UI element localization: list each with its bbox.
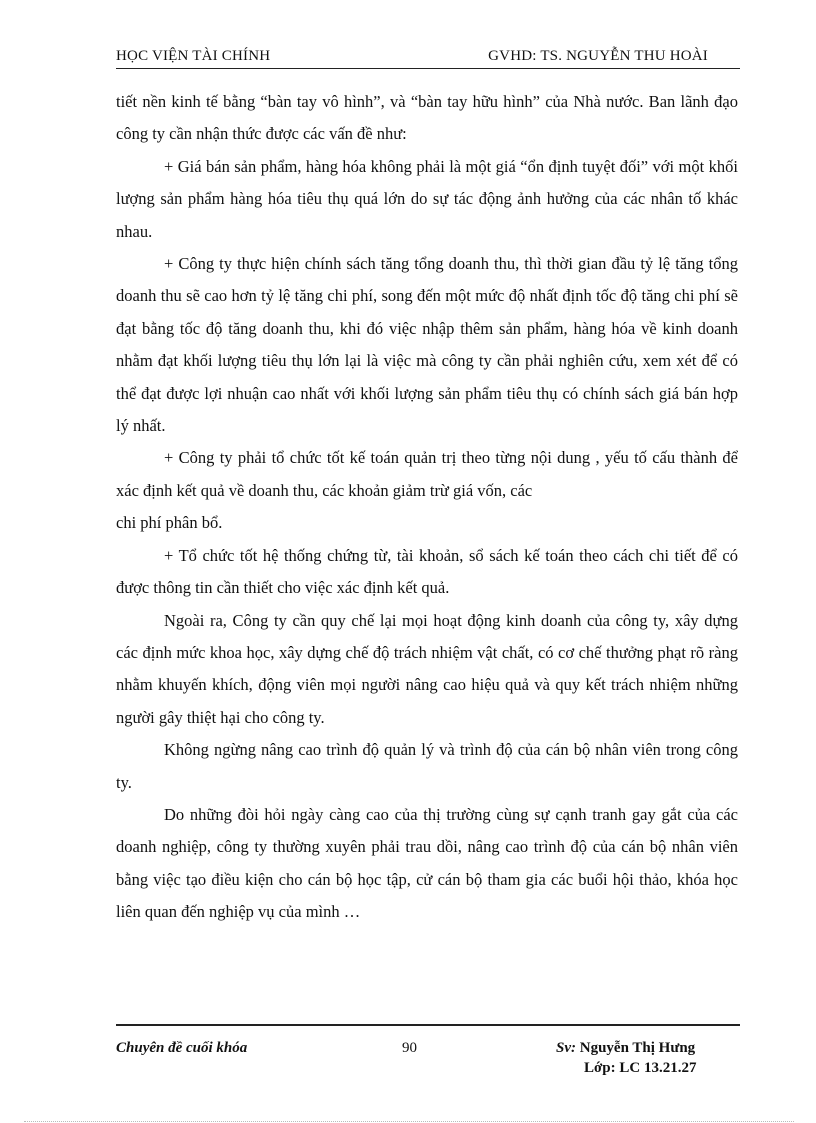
header-divider (116, 68, 740, 69)
footer-class (584, 1060, 697, 1077)
student-name: Nguyễn Thị Hưng (579, 1040, 696, 1056)
paragraph: + Công ty thực hiện chính sách tăng tổng doanh thu, thì thời gian đầu tỷ lệ tăng tổng doanh thu sẽ cao hơn tỷ lệ tăng chi phí, song đến một mức độ nhất định tốc độ tăng chi phí sẽ đạt bằng tốc độ tăng doanh thu, khi đó việc nhập thêm sản phẩm, hàng hóa về kinh doanh nhằm đạt khối lượng tiêu thụ lớn lại là việc mà công ty cần phải nghiên cứu, xem xét để có thể đạt được lợi nhuận cao nhất với khối lượng sản phẩm tiêu thụ có chính sách giá bán hợp lý nhất. (116, 254, 738, 436)
paragraph: + Công ty phải tổ chức tốt kế toán quản trị theo từng nội dung , yếu tố cấu thành để xác định kết quả về doanh thu, các khoản giảm trừ giá vốn, các (116, 448, 738, 500)
paragraph: Ngoài ra, Công ty cần quy chế lại mọi hoạt động kinh doanh của công ty, xây dựng các định mức khoa học, xây dựng chế độ trách nhiệm vật chất, có cơ chế thưởng phạt rõ ràng nhằm khuyến khích, động viên mọi người nâng cao hiệu quả và quy kết trách nhiệm những người gây thiệt hại cho công ty. (116, 610, 738, 727)
page-footer (116, 1038, 740, 1082)
class-value: LC 13.21.27 (619, 1060, 697, 1076)
paragraph: tiết nền kinh tế bằng “bàn tay vô hình”, và “bàn tay hữu hình” của Nhà nước. Ban lãnh đạo công ty cần nhận thức được các vấn đề như: (116, 92, 738, 144)
paragraph: Không ngừng nâng cao trình độ quản lý và trình độ của cán bộ nhân viên trong công ty. (116, 740, 738, 792)
page-edge-divider (24, 1121, 794, 1122)
class-label: Lớp: (584, 1060, 616, 1076)
paragraph: Do những đòi hỏi ngày càng cao của thị trường cùng sự cạnh tranh gay gắt của các doanh nghiệp, công ty thường xuyên phải trau dồi, nâng cao trình độ của cán bộ nhân viên bằng việc tạo điều kiện cho cán bộ học tập, cử cán bộ tham gia các buổi hội thảo, khóa học liên quan đến nghiệp vụ của mình … (116, 804, 738, 922)
page-header (116, 48, 740, 68)
document-body (116, 86, 738, 929)
header-advisor: GVHD: TS. NGUYỄN THU HOÀI (488, 48, 708, 64)
paragraph: + Tổ chức tốt hệ thống chứng từ, tài khoản, sổ sách kế toán theo cách chi tiết để có được thông tin cần thiết cho việc xác định kết quả. (116, 545, 738, 598)
footer-document-type: Chuyên đề cuối khóa (116, 1040, 248, 1056)
page-number: 90 (402, 1040, 417, 1056)
footer-student (556, 1040, 695, 1057)
footer-divider (116, 1024, 740, 1026)
paragraph: + Giá bán sản phẩm, hàng hóa không phải là một giá “ổn định tuyệt đối” với một khối lượng sản phẩm hàng hóa tiêu thụ quá lớn do sự tác động ảnh hưởng của các nhân tố khác nhau. (116, 156, 738, 241)
header-institution: HỌC VIỆN TÀI CHÍNH (116, 48, 271, 64)
paragraph: chi phí phân bổ. (116, 513, 223, 533)
student-label: Sv: (556, 1040, 576, 1056)
